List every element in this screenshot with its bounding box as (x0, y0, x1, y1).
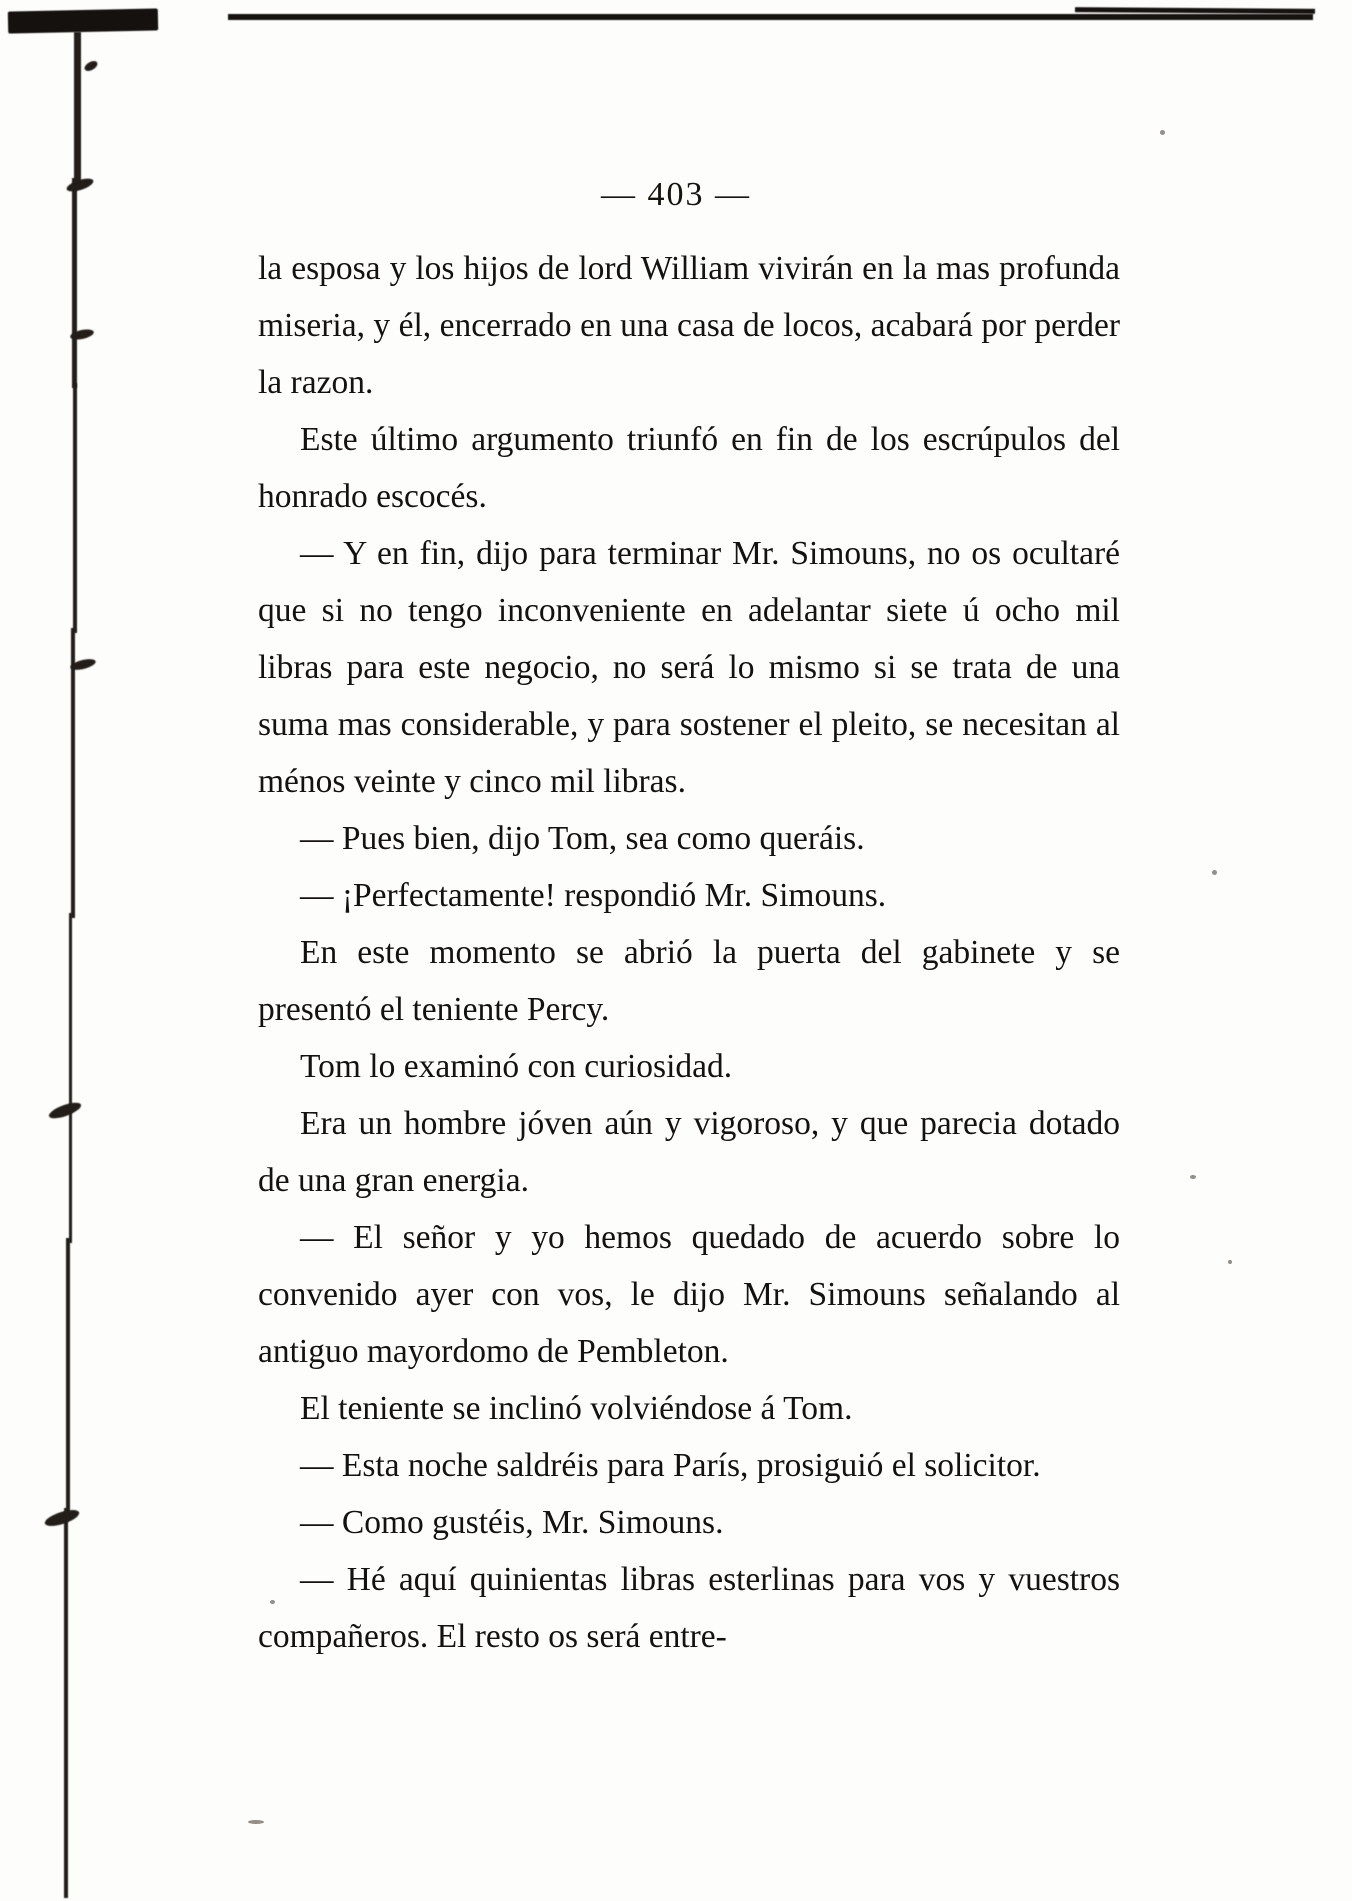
paragraph: — Pues bien, dijo Tom, sea como queráis. (300, 820, 865, 857)
paragraph: Tom lo examinó con curiosidad. (300, 1048, 733, 1085)
paragraph: la esposa y los hijos de lord William vivirán en la mas profunda miseria, y él, encerrado en una casa de locos, acabará por perder la razon. (258, 250, 1120, 401)
paper-speck (1228, 1260, 1232, 1264)
paragraph: — El señor y yo hemos quedado de acuerdo sobre lo convenido ayer con vos, le dijo Mr. Simouns señalando al antiguo mayordomo de Pembleton. (258, 1219, 1120, 1370)
body-text-column (258, 240, 1120, 1665)
paragraph: — ¡Perfectamente! respondió Mr. Simouns. (300, 877, 887, 914)
top-right-scan-line (1075, 7, 1315, 14)
paragraph: — Como gustéis, Mr. Simouns. (300, 1504, 724, 1541)
paragraph: Era un hombre jóven aún y vigoroso, y que parecia dotado de una gran energia. (258, 1105, 1120, 1199)
paragraph: Este último argumento triunfó en fin de los escrúpulos del honrado escocés. (258, 421, 1120, 515)
top-edge-scan-line (228, 14, 1313, 20)
binding-gutter-artifact (60, 28, 86, 1888)
paragraph: — Hé aquí quinientas libras esterlinas para vos y vuestros compañeros. El resto os será entre- (258, 1561, 1120, 1655)
paper-speck (248, 1820, 264, 1824)
page-number: — 403 — (601, 176, 751, 213)
paragraph: — Y en fin, dijo para terminar Mr. Simouns, no os ocultaré que si no tengo inconveniente en adelantar siete ú ocho mil libras para este negocio, no será lo mismo si se trata de una suma mas considerable, y para sostener el pleito, se necesitan al ménos veinte y cinco mil libras. (258, 535, 1120, 800)
paper-speck (1212, 870, 1217, 875)
paper-speck (1190, 1175, 1196, 1179)
paragraph: En este momento se abrió la puerta del gabinete y se presentó el teniente Percy. (258, 934, 1120, 1028)
paper-speck (1160, 130, 1165, 135)
paragraph: — Esta noche saldréis para París, prosiguió el solicitor. (300, 1447, 1041, 1484)
paragraph: El teniente se inclinó volviéndose á Tom. (300, 1390, 853, 1427)
